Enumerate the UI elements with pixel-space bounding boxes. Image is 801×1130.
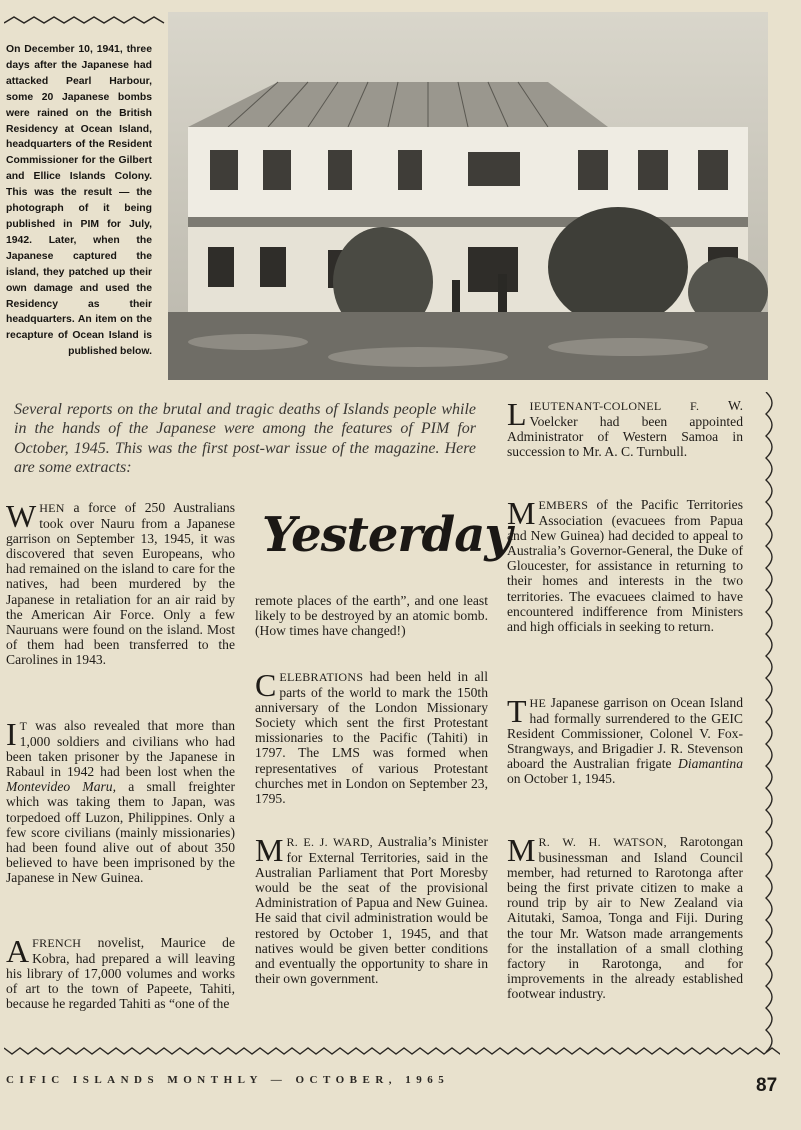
intro-text: Several reports on the brutal and tragic deaths of Islands people while in the hands of the Japanese were among the features of PIM for October, 1945. This was the first post-war issue of the magazine. Here are some extracts:: [14, 401, 476, 477]
dropcap: W: [6, 498, 37, 534]
dropcap: M: [255, 832, 284, 868]
col3-para1: [507, 398, 743, 459]
yesterday-title: Yesterday: [262, 507, 512, 563]
col2-para3: [255, 834, 488, 986]
lead-word: T: [19, 719, 28, 733]
col2-para2: [255, 669, 488, 806]
col1-para3: [6, 935, 235, 1011]
lead-word: EMBERS: [538, 498, 589, 512]
lead-word: HE: [529, 696, 547, 710]
para-body: Rarotongan businessman and Island Council member, had returned to Rarotonga after being the first private citizen to make a round trip by air to New Zealand via Aitutaki, Samoa, Tonga and Fiji. During the tour Mr. Watson made arrangements for the installation of a small clothing factory in Rarotonga, and for improvements in the already established footwear industry.: [507, 834, 743, 1001]
para-tail: on October 1, 1945.: [507, 771, 616, 787]
para-body: had been held in all parts of the world to mark the 150th anniversary of the London Missionary Society which sent the first Protestant missionaries to the Pacific (Tahiti) in 1797. The LMS was formed when representatives of various Protestant churches met in London on September 23, 1795.: [255, 669, 488, 806]
dropcap: M: [507, 495, 536, 531]
col1-para1: [6, 500, 235, 667]
page-number: 87: [756, 1075, 778, 1096]
dropcap: T: [507, 693, 527, 729]
dropcap: C: [255, 667, 277, 703]
para-body: W. Voelcker had been appointed Administrator of Western Samoa in succession to Mr. A. C. Turnbull.: [507, 398, 744, 460]
footer-running-head: CIFIC ISLANDS MONTHLY — OCTOBER, 1965: [6, 1074, 450, 1086]
photo-caption: On December 10, 1941, three days after the Japanese had attacked Pearl Harbour, some 20 Japanese bombs were rained on the British Residency at Ocean Island, headquarters of the Resident Commissioner for the Gilbert and Ellice Islands Colony. This was the result — the photograph of it being published in PIM for July, 1942. Later, when the Japanese captured the island, they patched up their own damage and used the Residency as their headquarters. An item on the recapture of Ocean Island is published below.: [6, 44, 152, 358]
para-body: of the Pacific Territories Association (evacuees from Papua and New Guinea) had decided to appeal to Australia’s Governor-General, the Duke of Gloucester, for assistance in returning to their homes and interests in the two territories. The evacuees claimed to have encountered indifference from Ministers and high officials in seeking to return.: [507, 497, 743, 634]
col3-para3: [507, 695, 743, 787]
para-body: Australia’s Minister for External Territories, said in the Australian Parliament that Port Moresby would be the seat of the provisional Administration of Papua and New Guinea. He said that civil administration would be restored by October 1, 1945, and that natives would be given better conditions and eventually the opportunity to share in their own government.: [255, 834, 488, 986]
lead-word: R. W. H. WATSON,: [538, 835, 667, 849]
dropcap: M: [507, 832, 536, 868]
para-body: was also revealed that more than 1,000 soldiers and civilians who had been taken prisoner by the Japanese in Rabaul in 1942 had been lost when the: [6, 718, 235, 780]
para-body: novelist, Maurice de Kobra, had prepared a will leaving his library of 17,000 volumes and works of art to the town of Papeete, Tahiti, because he regarded Tahiti as “one of the: [6, 935, 235, 1012]
ship-name: Montevideo Maru,: [6, 779, 117, 795]
lead-word: FRENCH: [32, 936, 82, 950]
residency-photograph: [168, 12, 768, 380]
top-zigzag-border: [4, 14, 168, 26]
lead-word: HEN: [39, 501, 65, 515]
lead-word: R. E. J. WARD,: [286, 835, 373, 849]
para-tail: a small freighter which was taking them to Japan, was torpedoed off Luzon, Philippines. Only a few score civilians (mainly missionaries) had been found alive out of about 350 believed to have been imprisoned by the Japanese in New Guinea.: [6, 779, 235, 885]
para-body: Japanese garrison on Ocean Island had formally surrendered to the GEIC Resident Commissioner, Colonel V. Fox-Strangways, and Brigadier J. R. Stevenson aboard the Australian frigate: [507, 695, 743, 772]
col3-para2: [507, 497, 743, 634]
bottom-zigzag-border: [4, 1044, 780, 1056]
col2-para1: remote places of the earth”, and one least likely to be destroyed by an atomic bomb. (How times have changed!): [255, 593, 488, 639]
dropcap: L: [507, 396, 527, 432]
lead-word: IEUTENANT-COLONEL F.: [529, 399, 700, 413]
dropcap: I: [6, 716, 17, 752]
para-body: a force of 250 Australians took over Nauru from a Japanese garrison on September 13, 1945, it was discovered that seven Europeans, who had remained on the island to care for the natives, had been murdered by the Japanese in retaliation for an air raid by the American Air Force. Only a few Nauruans were found on the island. Most of them had been transferred to the Carolines in 1943.: [6, 500, 235, 667]
col1-para2: [6, 718, 235, 885]
dropcap: A: [6, 933, 30, 969]
right-wavy-border: [760, 392, 782, 1060]
lead-word: ELEBRATIONS: [279, 670, 364, 684]
ship-name: Diamantina: [678, 756, 743, 772]
residency-photo-illustration: [168, 12, 768, 380]
col3-para4: [507, 834, 743, 1001]
